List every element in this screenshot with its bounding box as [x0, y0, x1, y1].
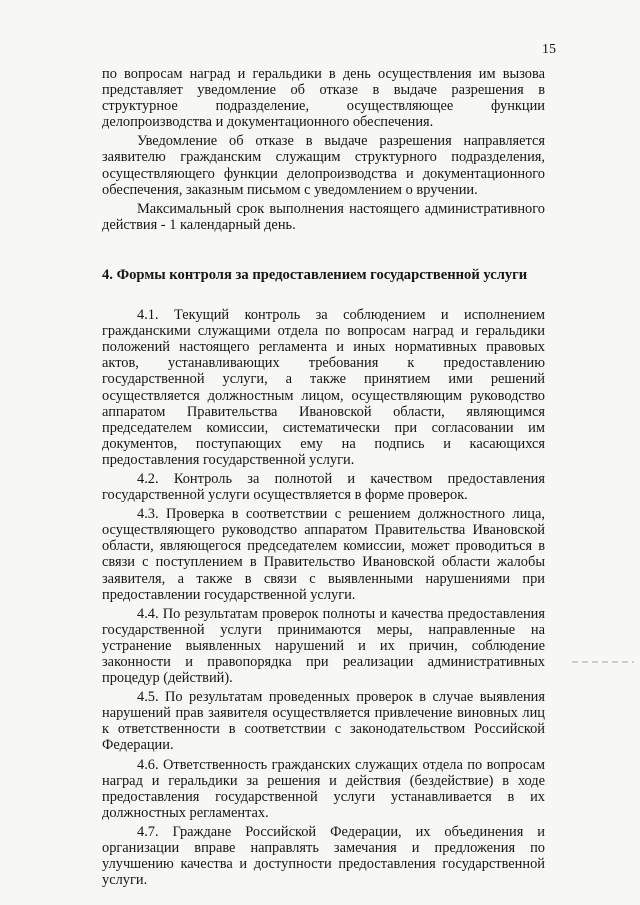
paragraph-refusal-notice: Уведомление об отказе в выдаче разрешения направляется заявителю гражданским служащим структурного подразделения, осуществляющего функции делопроизводства и документационного обеспечения, заказным письмом с уведомлением о вручении.: [102, 133, 545, 198]
paragraph-4-4: 4.4. По результатам проверок полноты и качества предоставления государственной услуги принимаются меры, направленные на устранение выявленных нарушений и их причин, соблюдение законности и правопорядка при реализации административных процедур (действий).: [102, 605, 545, 687]
paragraph-4-3: 4.3. Проверка в соответствии с решением должностного лица, осуществляющего руководство аппаратом Правительства Ивановской области, являющегося председателем комиссии, может проводиться в связи с поступлением в Правительство Ивановской области жалобы заявителя, а также в связи с выявленными нарушениями при предоставлении государственной услуги.: [102, 506, 545, 603]
paragraph-4-5: 4.5. По результатам проведенных проверок в случае выявления нарушений прав заявителя осуществляется привлечение виновных лиц к ответственности в соответствии с законодательством Российской Федерации.: [102, 689, 545, 754]
paragraph-4-2: 4.2. Контроль за полнотой и качеством предоставления государственной услуги осуществляется в форме проверок.: [102, 470, 545, 504]
section-heading: 4. Формы контроля за предоставлением государственной услуги: [102, 266, 528, 283]
page-number: 15: [542, 42, 556, 57]
paragraph-4-1: 4.1. Текущий контроль за соблюдением и исполнением гражданскими служащими отдела по вопросам наград и геральдики положений настоящего регламента и иных нормативных правовых актов, устанавливающих требования к предоставлению государственной услуги, а также принятием ими решений осуществляется должностным лицом, осуществляющим руководство аппаратом Правительства Ивановской области, являющимся председателем комиссии, систематически при согласовании им документов, поступающих ему на подпись и касающихся предоставления государственной услуги.: [102, 307, 545, 468]
paragraph-4-7: 4.7. Граждане Российской Федерации, их объединения и организации вправе направлять замечания и предложения по улучшению качества и доступности предоставления государственной услуги.: [102, 823, 545, 889]
paragraph-continuation: по вопросам наград и геральдики в день осуществления им вызова представляет уведомление об отказе в выдаче разрешения в структурное подразделение, осуществляющее функции делопроизводства и документационного обеспечения.: [102, 66, 545, 131]
scan-artifact-mark: [572, 661, 634, 663]
paragraph-max-term: Максимальный срок выполнения настоящего административного действия - 1 календарный день.: [102, 200, 545, 233]
paragraph-4-6: 4.6. Ответственность гражданских служащих отдела по вопросам наград и геральдики за решения и действия (бездействие) в ходе предоставления государственной услуги устанавливается в их должностных регламентах.: [102, 756, 545, 821]
document-body: [102, 66, 545, 888]
